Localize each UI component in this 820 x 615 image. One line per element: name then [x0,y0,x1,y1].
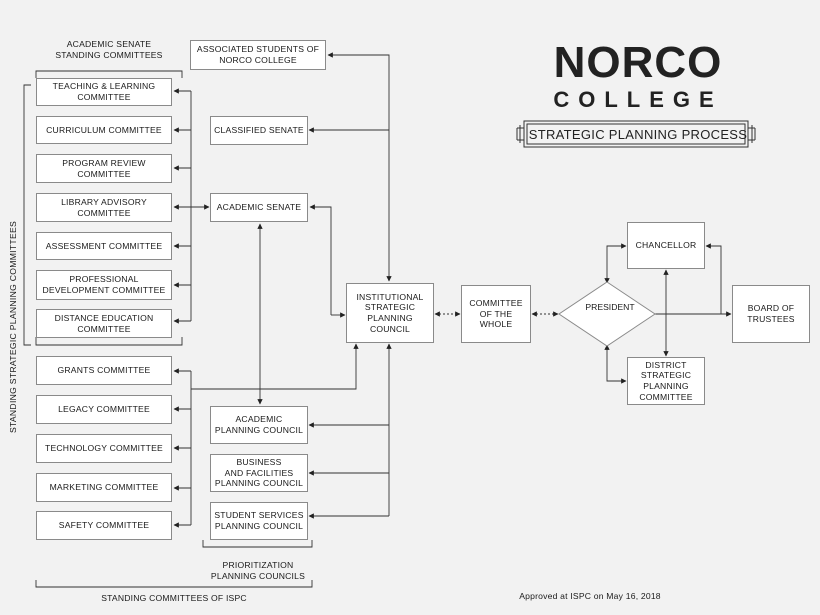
safety-committee: SAFETY COMMITTEE [36,511,172,540]
business-facilities-council-box: BUSINESS AND FACILITIES PLANNING COUNCIL [210,454,308,492]
professional-development-committee: PROFESSIONAL DEVELOPMENT COMMITTEE [36,270,172,300]
president-diamond-label: PRESIDENT [585,302,635,312]
ispc-box: INSTITUTIONAL STRATEGIC PLANNING COUNCIL [346,283,434,343]
assessment-committee: ASSESSMENT COMMITTEE [36,232,172,260]
associated-students-box: ASSOCIATED STUDENTS OF NORCO COLLEGE [190,40,326,70]
technology-committee: TECHNOLOGY COMMITTEE [36,434,172,463]
program-review-committee: PROGRAM REVIEW COMMITTEE [36,154,172,183]
distance-education-committee: DISTANCE EDUCATION COMMITTEE [36,309,172,338]
academic-senate-box: ACADEMIC SENATE [210,193,308,222]
student-services-council-box: STUDENT SERVICES PLANNING COUNCIL [210,502,308,540]
chancellor-box: CHANCELLOR [627,222,705,269]
academic-planning-council-box: ACADEMIC PLANNING COUNCIL [210,406,308,444]
prioritization-label: PRIORITIZATION PLANNING COUNCILS [210,560,306,581]
board-of-trustees-box: BOARD OF TRUSTEES [732,285,810,343]
approval-note: Approved at ISPC on May 16, 2018 [519,591,661,601]
academic-senate-standing-label: ACADEMIC SENATE STANDING COMMITTEES [55,39,163,60]
standing-ispc-label: STANDING COMMITTEES OF ISPC [101,593,247,603]
district-strategic-committee-box: DISTRICT STRATEGIC PLANNING COMMITTEE [627,357,705,405]
legacy-committee: LEGACY COMMITTEE [36,395,172,424]
standing-strategic-label: STANDING STRATEGIC PLANNING COMMITTEES [8,220,18,434]
norco-logo-wordmark: NORCO [553,38,723,87]
marketing-committee: MARKETING COMMITTEE [36,473,172,502]
teaching-learning-committee: TEACHING & LEARNING COMMITTEE [36,78,172,106]
curriculum-committee: CURRICULUM COMMITTEE [36,116,172,144]
strategic-planning-banner: STRATEGIC PLANNING PROCESS [528,126,748,142]
grants-committee: GRANTS COMMITTEE [36,356,172,385]
committee-of-whole-box: COMMITTEE OF THE WHOLE [461,285,531,343]
classified-senate-box: CLASSIFIED SENATE [210,116,308,145]
library-advisory-committee: LIBRARY ADVISORY COMMITTEE [36,193,172,222]
college-logo-wordmark: COLLEGE [553,87,723,112]
